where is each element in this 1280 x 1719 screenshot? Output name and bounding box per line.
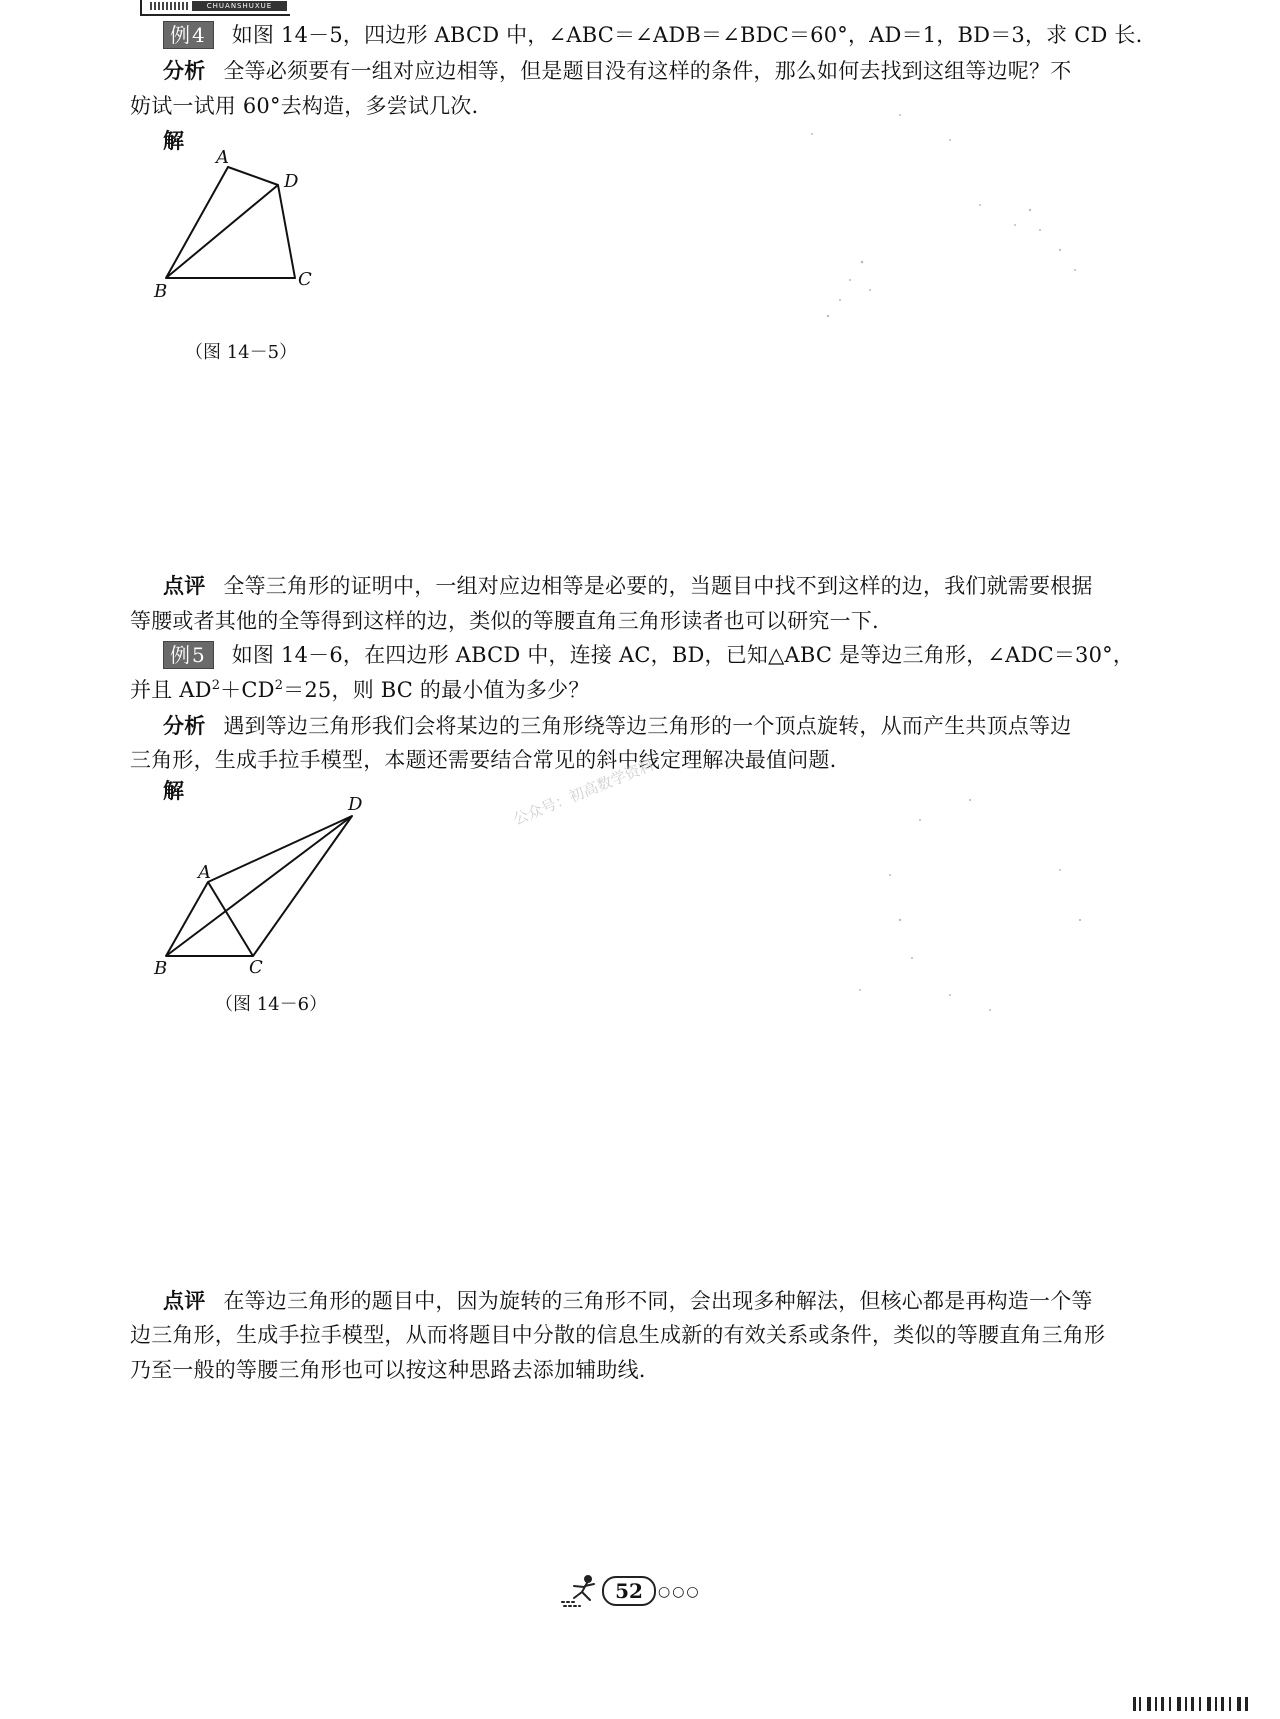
point-a-label: A bbox=[216, 147, 229, 168]
example-4-text: 如图 14－5，四边形 ABCD 中，∠ABC＝∠ADB＝∠BDC＝60°，AD＝1，BD＝3，求 CD 长. bbox=[231, 23, 1143, 47]
example-4-comment-label: 点评 bbox=[163, 573, 206, 598]
point-b-label: B bbox=[154, 958, 168, 979]
example-5-statement bbox=[163, 637, 1173, 674]
example-5-text-line-2a: 并且 AD bbox=[130, 678, 212, 702]
example-5-comment-line-1: 在等边三角形的题目中，因为旋转的三角形不同，会出现多种解法，但核心都是再构造一个等 bbox=[223, 1289, 1093, 1313]
page-number-dots: ○○○ bbox=[658, 1584, 701, 1600]
example-4-analysis-line-1: 全等必须要有一组对应边相等，但是题目没有这样的条件，那么如何去找到这组等边呢？不 bbox=[223, 59, 1072, 83]
diagonal-bd bbox=[166, 185, 278, 278]
example-4-statement bbox=[163, 17, 1173, 54]
running-figure-icon bbox=[560, 1572, 604, 1608]
point-b-label: B bbox=[154, 281, 168, 302]
example-5-comment-line-2: 边三角形，生成手拉手模型，从而将题目中分散的信息生成新的有效关系或条件，类似的等腰直角三角形 bbox=[130, 1323, 1106, 1347]
figure-14-5-caption: （图 14－5） bbox=[185, 342, 298, 363]
example-5-tag: 例5 bbox=[163, 641, 214, 669]
header-dots bbox=[150, 2, 190, 10]
point-d-label: D bbox=[284, 171, 299, 192]
header-series-label: CHUANSHUXUE bbox=[192, 1, 287, 11]
diagonal-bd bbox=[166, 816, 352, 956]
example-5-statement-cont bbox=[130, 672, 1140, 709]
example-4-solution-label: 解 bbox=[163, 128, 184, 153]
scan-speckle-1 bbox=[800, 110, 1100, 370]
example-5-solution-label: 解 bbox=[163, 778, 184, 803]
example-5-analysis bbox=[163, 707, 1173, 745]
example-4-comment bbox=[163, 567, 1173, 605]
example-4-analysis-line-2: 妨试一试用 60°去构造，多尝试几次. bbox=[130, 94, 479, 118]
point-c-label: C bbox=[249, 957, 263, 978]
watermark: 公众号：初高数学资料 bbox=[510, 755, 657, 829]
example-5-comment-line-3: 乃至一般的等腰三角形也可以按这种思路去添加辅助线. bbox=[130, 1358, 646, 1382]
running-header bbox=[140, 0, 290, 16]
point-a-label: A bbox=[198, 862, 211, 883]
example-5-comment-cont-1 bbox=[130, 1317, 1140, 1354]
figure-14-5 bbox=[150, 145, 350, 315]
example-4-analysis-label: 分析 bbox=[163, 58, 206, 83]
example-5-analysis-label: 分析 bbox=[163, 713, 206, 738]
example-5-text-line-2b: ＋CD bbox=[220, 678, 275, 702]
scanner-mark bbox=[1133, 1697, 1250, 1711]
page-number-ornament bbox=[560, 1572, 700, 1608]
point-c-label: C bbox=[298, 269, 312, 290]
example-5-analysis-line-1: 遇到等边三角形我们会将某边的三角形绕等边三角形的一个顶点旋转，从而产生共顶点等边 bbox=[223, 714, 1072, 738]
example-4-comment-line-1: 全等三角形的证明中，一组对应边相等是必要的，当题目中找不到这样的边，我们就需要根据 bbox=[223, 574, 1093, 598]
example-5-analysis-line-2: 三角形，生成手拉手模型，本题还需要结合常见的斜中线定理解决最值问题. bbox=[130, 748, 837, 772]
example-5-text-line-1: 如图 14－6，在四边形 ABCD 中，连接 AC，BD，已知△ABC 是等边三角形，∠ADC＝30°， bbox=[231, 643, 1135, 667]
figure-14-6-caption: （图 14－6） bbox=[215, 994, 328, 1015]
example-5-comment-label: 点评 bbox=[163, 1288, 206, 1313]
page-number: 52 bbox=[602, 1576, 656, 1606]
header-rule bbox=[140, 0, 142, 14]
example-4-analysis bbox=[163, 52, 1173, 90]
example-4-comment-cont bbox=[130, 603, 1140, 640]
example-5-sup-2: 2 bbox=[274, 678, 284, 693]
example-5-sup-1: 2 bbox=[211, 678, 221, 693]
point-d-label: D bbox=[348, 794, 363, 815]
example-5-comment bbox=[163, 1282, 1173, 1320]
figure-14-6 bbox=[150, 790, 390, 990]
example-4-tag: 例4 bbox=[163, 21, 214, 49]
example-5-text-line-2c: ＝25，则 BC 的最小值为多少？ bbox=[283, 678, 590, 702]
example-5-comment-cont-2 bbox=[130, 1352, 1140, 1389]
scan-speckle-2 bbox=[830, 780, 1130, 1040]
example-4-comment-line-2: 等腰或者其他的全等得到这样的边，类似的等腰直角三角形读者也可以研究一下. bbox=[130, 609, 879, 633]
